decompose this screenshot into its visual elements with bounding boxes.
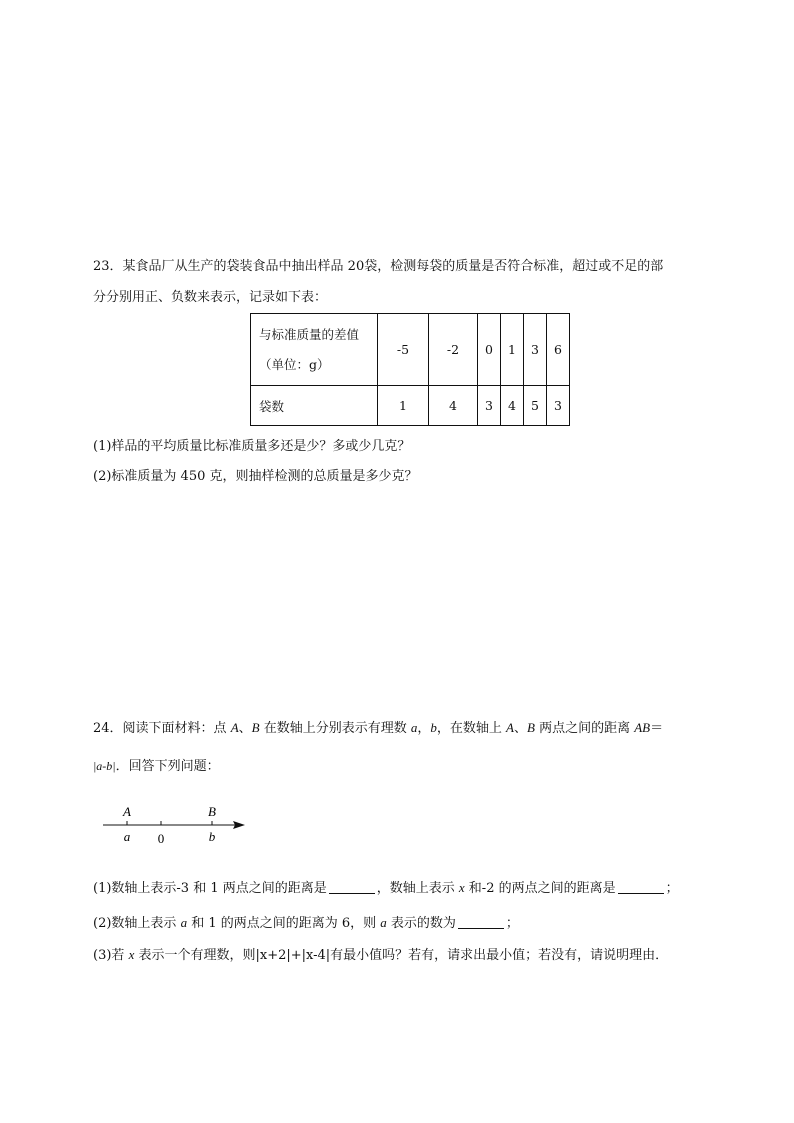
table-row-label-count: 袋数 <box>251 386 378 426</box>
q24-sub3: (3)若 x 表示一个有理数，则|x+2|+|x-4|有最小值吗？若有，请求出最小值；若没有，请说明理由． <box>93 947 669 963</box>
table-cell: 5 <box>524 386 547 426</box>
q23-data-table <box>250 313 570 426</box>
table-cell: 3 <box>547 386 570 426</box>
q23-sub1: (1)样品的平均质量比标准质量多还是少？多或少几克？ <box>93 439 411 454</box>
value-label-a: a <box>123 829 131 844</box>
answer-blank[interactable] <box>458 916 504 929</box>
value-label-0: 0 <box>157 831 165 846</box>
table-cell: 3 <box>478 386 501 426</box>
table-row-label-diff: 与标准质量的差值 （单位：g） <box>251 314 378 386</box>
point-label-B: B <box>208 804 216 819</box>
q23-sub2: (2)标准质量为 450 克，则抽样检测的总质量是多少克？ <box>93 469 418 484</box>
table-cell: -2 <box>429 314 478 386</box>
table-cell: 3 <box>524 314 547 386</box>
q24-stem-line1: 24．阅读下面材料：点 A、B 在数轴上分别表示有理数 a，b，在数轴上 A、B 两点之间的距离 AB＝ <box>93 720 664 736</box>
table-cell: 1 <box>378 386 429 426</box>
q23-stem-line2: 分分别用正、负数来表示，记录如下表： <box>93 290 328 305</box>
abs-expression: |a-b| <box>93 759 116 773</box>
q24-sub1: (1)数轴上表示-3 和 1 两点之间的距离是 ，数轴上表示 x 和-2 的两点之间的距离是 ； <box>93 880 679 896</box>
table-cell: 6 <box>547 314 570 386</box>
table-cell: 4 <box>429 386 478 426</box>
value-label-b: b <box>208 829 216 844</box>
answer-blank[interactable] <box>329 881 375 894</box>
q24-stem-line2: |a-b|．回答下列问题： <box>93 759 220 774</box>
q23-stem-line1: 23．某食品厂从生产的袋装食品中抽出样品 20袋，检测每袋的质量是否符合标准，超过或不足的部 <box>93 259 664 274</box>
answer-blank[interactable] <box>618 881 664 894</box>
point-label-A: A <box>123 804 131 819</box>
table-cell: 0 <box>478 314 501 386</box>
table-cell: 4 <box>501 386 524 426</box>
q24-sub2: (2)数轴上表示 a 和 1 的两点之间的距离为 6，则 a 表示的数为 ； <box>93 915 519 931</box>
table-cell: -5 <box>378 314 429 386</box>
table-cell: 1 <box>501 314 524 386</box>
number-line-diagram <box>95 800 255 848</box>
